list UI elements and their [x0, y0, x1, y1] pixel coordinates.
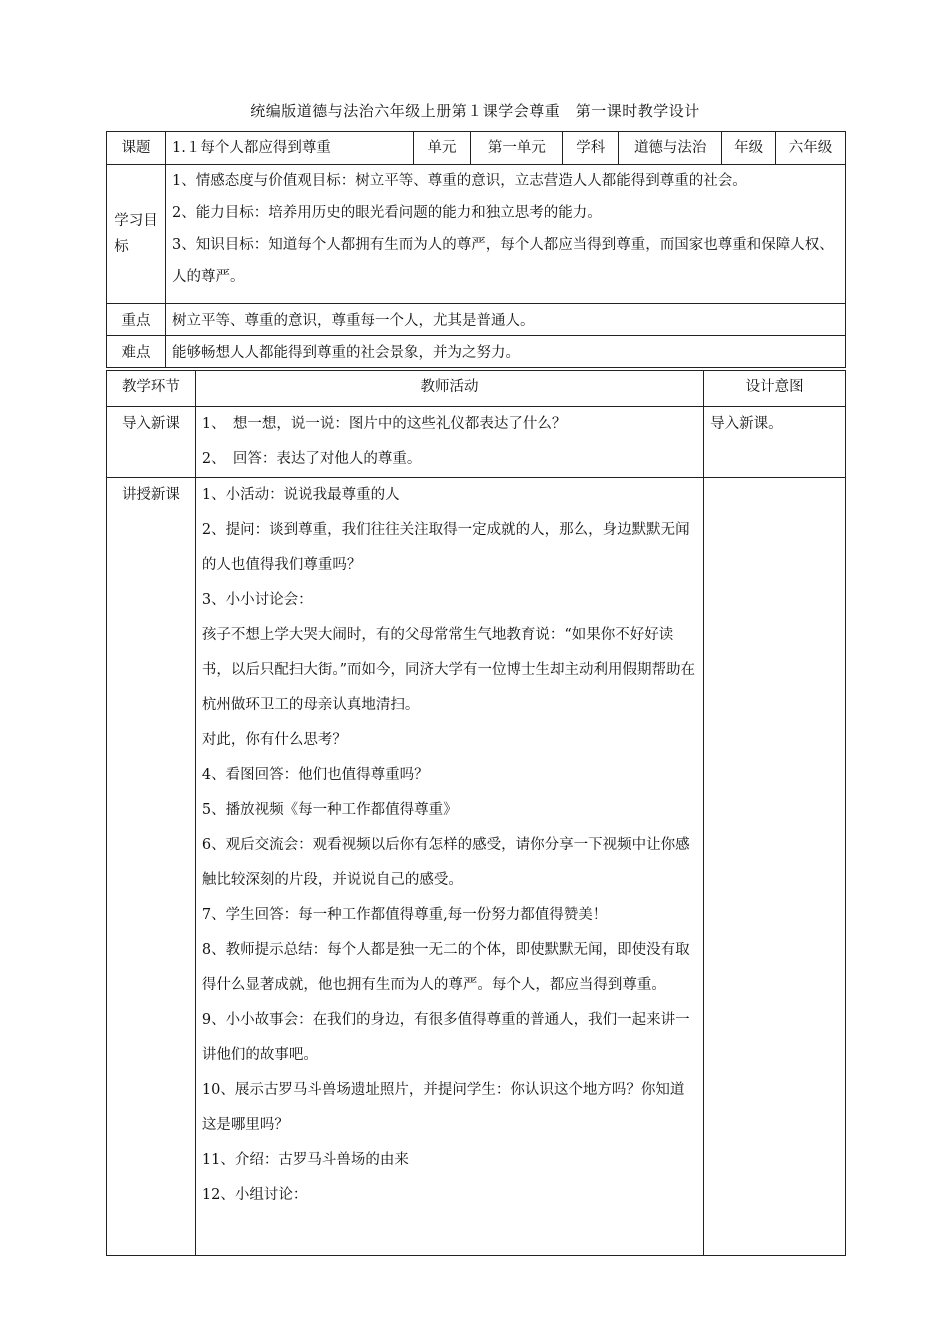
lesson-row: [107, 478, 846, 1256]
objective-item: 2、能力目标：培养用历史的眼光看问题的能力和独立思考的能力。: [171, 205, 602, 221]
objectives-row: [107, 165, 846, 304]
subject-label: 学科: [563, 132, 619, 165]
teaching-process-table: [106, 370, 846, 1256]
activity-line: 8、教师提示总结：每个人都是独一无二的个体，即使默默无闻，即使没有取得什么显著成就，他也拥有生而为人的尊严。每个人，都应当得到尊重。: [201, 942, 690, 993]
unit-value: 第一单元: [471, 132, 563, 165]
col-activity-header: 教师活动: [195, 371, 703, 407]
activity-line: 对此，你有什么思考？: [201, 732, 347, 748]
activity-line: 5、播放视频《每一种工作都值得尊重》: [201, 802, 458, 818]
column-header-row: [107, 371, 846, 407]
unit-label: 单元: [413, 132, 471, 165]
key-point-label: 重点: [107, 304, 166, 336]
difficulty-value: 能够畅想人人都能得到尊重的社会景象，并为之努力。: [165, 336, 845, 368]
intro-row: [107, 407, 846, 478]
intro-activity: [195, 407, 703, 478]
objective-item: 1、情感态度与价值观目标：树立平等、尊重的意识，立志营造人人都能得到尊重的社会。: [171, 173, 747, 189]
document-title: 统编版道德与法治六年级上册第１课学会尊重 第一课时教学设计: [250, 102, 700, 120]
objectives-content: [165, 165, 845, 304]
lesson-intent: [704, 478, 846, 1256]
activity-line: 6、观后交流会：观看视频以后你有怎样的感受，请你分享一下视频中让你感触比较深刻的片段，并说说自己的感受。: [201, 837, 690, 888]
difficulty-row: [107, 336, 846, 368]
activity-line: 7、学生回答：每一种工作都值得尊重,每一份努力都值得赞美！: [201, 907, 608, 923]
subject-value: 道德与法治: [619, 132, 722, 165]
activity-line: 4、看图回答：他们也值得尊重吗？: [201, 767, 429, 783]
col-stage-header: 教学环节: [107, 371, 196, 407]
header-row: [107, 132, 846, 165]
lesson-info-table: [106, 131, 846, 368]
grade-value: 六年级: [776, 132, 846, 165]
difficulty-label: 难点: [107, 336, 166, 368]
activity-line: 3、小小讨论会：: [201, 592, 313, 608]
key-point-row: [107, 304, 846, 336]
col-intent-header: 设计意图: [704, 371, 846, 407]
activity-line: 2、 回答：表达了对他人的尊重。: [201, 451, 422, 467]
intro-stage: 导入新课: [107, 407, 196, 478]
lesson-activity: [195, 478, 703, 1256]
activity-line: 孩子不想上学大哭大闹时，有的父母常常生气地教育说：“如果你不好好读书，以后只配扫大街。”而如今，同济大学有一位博士生却主动利用假期帮助在杭州做环卫工的母亲认真地清扫。: [201, 627, 696, 713]
intro-intent: 导入新课。: [704, 407, 846, 478]
topic-label: 课题: [107, 132, 166, 165]
activity-line: 11、介绍：古罗马斗兽场的由来: [201, 1152, 409, 1168]
key-point-value: 树立平等、尊重的意识，尊重每一个人，尤其是普通人。: [165, 304, 845, 336]
topic-value: 1.１每个人都应得到尊重: [165, 132, 413, 165]
activity-line: 10、展示古罗马斗兽场遗址照片，并提问学生：你认识这个地方吗？你知道这是哪里吗？: [201, 1082, 685, 1133]
activity-line: 1、小活动：说说我最尊重的人: [201, 487, 400, 503]
lesson-stage: 讲授新课: [107, 478, 196, 1256]
activity-line: 1、 想一想，说一说：图片中的这些礼仪都表达了什么？: [201, 416, 567, 432]
objectives-label: [107, 165, 166, 304]
grade-label: 年级: [722, 132, 776, 165]
activity-line: 12、小组讨论：: [201, 1187, 308, 1203]
objective-item: 3、知识目标：知道每个人都拥有生而为人的尊严，每个人都应当得到尊重，而国家也尊重和保障人权、人的尊严。: [171, 237, 834, 285]
activity-line: 2、提问：谈到尊重，我们往往关注取得一定成就的人，那么，身边默默无闻的人也值得我们尊重吗？: [201, 522, 690, 573]
objectives-label-text: 学习目标: [114, 213, 158, 255]
activity-line: 9、小小故事会：在我们的身边，有很多值得尊重的普通人，我们一起来讲一讲他们的故事吧。: [201, 1012, 690, 1063]
